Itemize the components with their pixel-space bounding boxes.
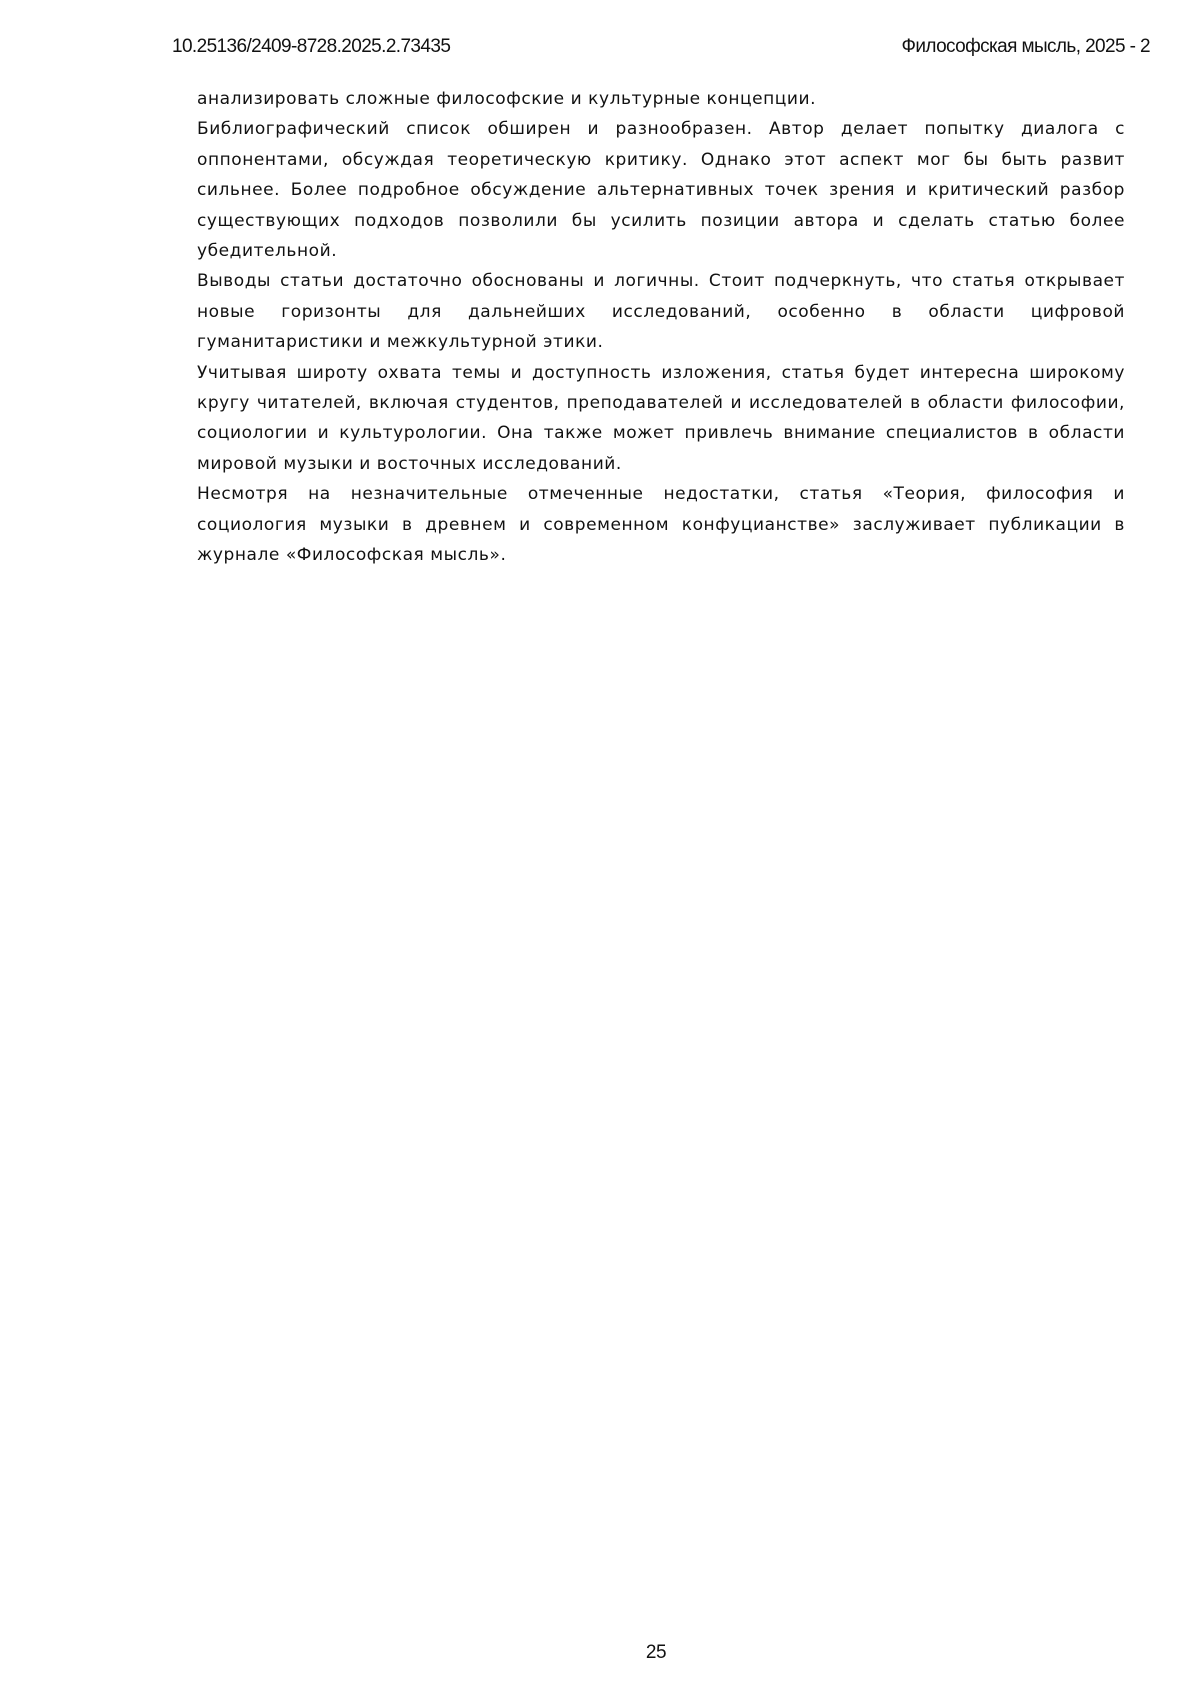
paragraph-bibliography: Библиографический список обширен и разнообразен. Автор делает попытку диалога с оппонентами, обсуждая теоретическую критику. Однако этот аспект мог бы быть развит сильнее. Более подробное обсуждение альтернативных точек зрения и критический разбор существующих подходов позволили бы усилить позиции автора и сделать статью более убедительной. [197,119,1125,262]
paragraph-conclusions: Выводы статьи достаточно обоснованы и логичны. Стоит подчеркнуть, что статья открывает новые горизонты для дальнейших исследований, особенно в области цифровой гуманитаристики и межкультурной этики. [197,271,1125,353]
paragraph-audience: Учитывая широту охвата темы и доступность изложения, статья будет интересна широкому кругу читателей, включая студентов, преподавателей и исследователей в области философии, социологии и культурологии. Она также может привлечь внимание специалистов в области мировой музыки и восточных исследований. [197,362,1125,474]
page-header [172,36,1150,64]
doi-header: 10.25136/2409-8728.2025.2.73435 [172,36,451,57]
paragraph-continuation: анализировать сложные философские и культурные концепции. [197,89,817,109]
journal-issue-header: Философская мысль, 2025 - 2 [901,36,1150,57]
paragraph-recommendation: Несмотря на незначительные отмеченные недостатки, статья «Теория, философия и социология музыки в древнем и современном конфуцианстве» заслуживает публикации в журнале «Философская мысль». [197,484,1125,566]
page-number: 25 [645,1642,667,1663]
article-body [197,84,1125,571]
